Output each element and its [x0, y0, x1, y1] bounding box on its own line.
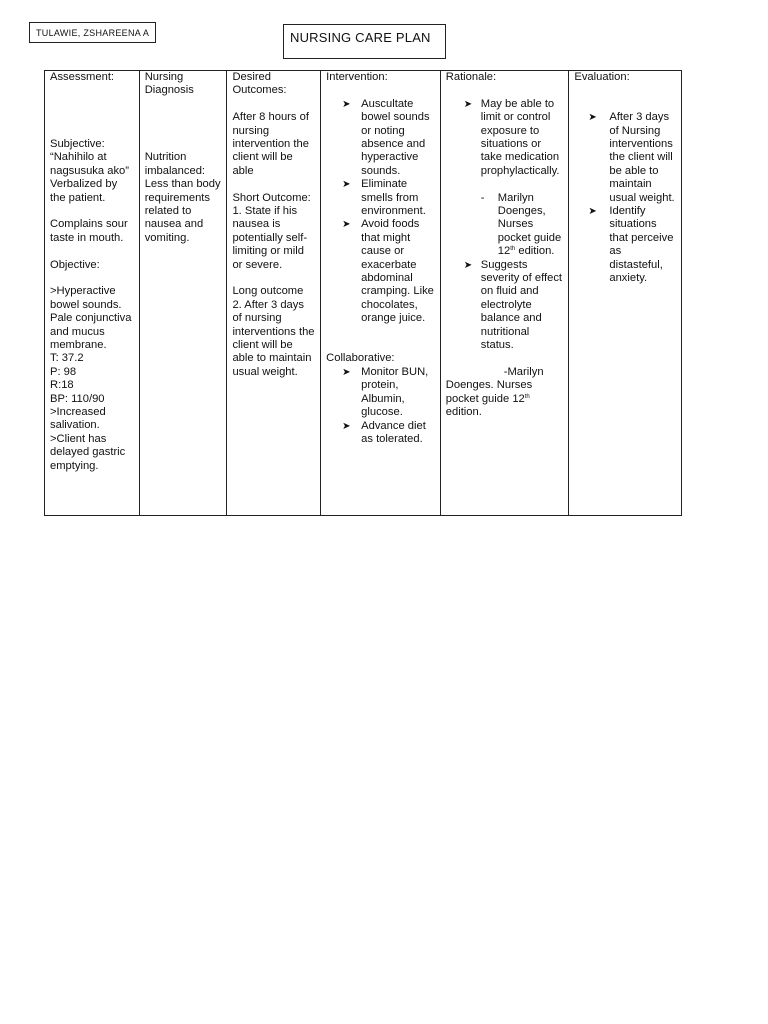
arrowhead-bullet-icon: ➤: [342, 179, 351, 191]
arrowhead-bullet-icon: ➤: [463, 259, 473, 271]
short-outcome-label: Short Outcome:: [232, 191, 311, 204]
intervention-list: [326, 98, 436, 326]
arrowhead-bullet-icon: ➤: [342, 366, 351, 378]
diagnosis-text: Nutrition imbalanced: Less than body requirements related to nausea and vomiting.: [144, 151, 221, 244]
collaborative-list: [326, 366, 436, 446]
vital-sign: R:18: [50, 379, 74, 392]
objective-label: Objective:: [50, 258, 100, 271]
list-item: ➤ Monitor BUN, protein, Albumin, glucose.: [342, 365, 429, 419]
list-item: ➤ Suggests severity of effect on fluid and electrolyte balance and nutritional status.: [463, 258, 563, 352]
list-item: ➤ Advance diet as tolerated.: [342, 419, 426, 445]
subjective-quote: “Nahihilo at nagsusuka ako” Verbalized by the patient.: [50, 151, 129, 204]
reference-citation: Doenges. Nurses pocket guide 12th edition.: [445, 379, 533, 419]
outcomes-intro: After 8 hours of nursing intervention the client will be able: [232, 111, 309, 177]
rationale-heading: Rationale:: [445, 71, 497, 83]
dash-bullet-icon: -: [480, 191, 485, 204]
list-item: ➤ May be able to limit or control exposure to situations or take medication prophylactically.: [463, 97, 560, 177]
arrowhead-bullet-icon: ➤: [342, 420, 351, 432]
list-item: ➤ After 3 days of Nursing interventions the client will be able to maintain usual weight.: [588, 111, 675, 204]
vital-sign: BP: 110/90: [50, 392, 105, 405]
list-item: ➤ Avoid foods that might cause or exacerbate abdominal cramping. Like chocolates, orange juice.: [342, 218, 434, 325]
assessment-column: [45, 71, 140, 515]
list-item: ➤ Auscultate bowel sounds or noting absence and hyperactive sounds.: [342, 97, 430, 177]
evaluation-heading: Evaluation:: [574, 71, 630, 83]
list-item: ➤ Identify situations that perceive as distasteful, anxiety.: [588, 205, 674, 285]
page-title: NURSING CARE PLAN: [283, 24, 446, 59]
collaborative-label: Collaborative:: [326, 352, 395, 365]
finding-item: >Hyperactive bowel sounds.: [50, 285, 122, 311]
arrowhead-bullet-icon: ➤: [342, 219, 351, 231]
arrowhead-bullet-icon: ➤: [588, 112, 597, 124]
rationale-list: [446, 98, 565, 178]
rationale-list: [446, 259, 565, 353]
short-outcome-text: 1. State if his nausea is potentially self-limiting or mild or severe.: [232, 205, 308, 271]
arrowhead-bullet-icon: ➤: [463, 98, 473, 110]
intervention-heading: Intervention:: [326, 71, 388, 83]
reference-item: - Marilyn Doenges, Nurses pocket guide 12th edition.: [480, 191, 562, 258]
long-outcome-label: Long outcome: [232, 285, 304, 298]
diagnosis-heading: Nursing Diagnosis: [144, 71, 194, 97]
finding-item: >Increased salivation.: [50, 406, 106, 432]
assessment-heading: Assessment:: [50, 71, 115, 83]
reference-citation: -Marilyn: [503, 365, 544, 378]
long-outcome-text: 2. After 3 days of nursing interventions the client will be able to maintain usual weight.: [232, 298, 315, 378]
arrowhead-bullet-icon: ➤: [342, 98, 351, 110]
outcomes-heading: Desired Outcomes:: [232, 71, 287, 97]
complaint-text: Complains sour taste in mouth.: [50, 218, 128, 244]
diagnosis-column: [140, 71, 228, 515]
finding-item: >Client has delayed gastric emptying.: [50, 432, 126, 472]
student-name: TULAWIE, ZSHAREENA A: [29, 22, 156, 43]
subjective-label: Subjective:: [50, 137, 105, 150]
rationale-column: [441, 71, 570, 515]
intervention-column: [321, 71, 441, 515]
finding-item: Pale conjunctiva and mucus membrane.: [50, 312, 132, 352]
care-plan-table: [44, 70, 682, 516]
evaluation-list: [574, 111, 677, 285]
vital-sign: T: 37.2: [50, 352, 84, 365]
arrowhead-bullet-icon: ➤: [588, 206, 597, 218]
evaluation-column: [569, 71, 681, 515]
list-item: ➤ Eliminate smells from environment.: [342, 178, 426, 218]
outcomes-column: [227, 71, 321, 515]
vital-sign: P: 98: [50, 365, 77, 378]
